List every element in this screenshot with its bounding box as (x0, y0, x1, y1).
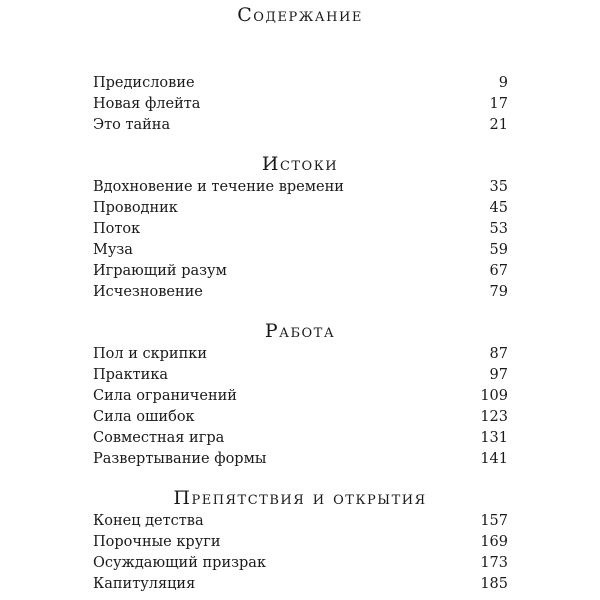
toc-entry[interactable] (93, 553, 508, 574)
toc-entry[interactable] (93, 407, 508, 428)
toc-entry-page: 157 (480, 513, 508, 529)
section-title: Работа (264, 320, 336, 342)
toc-entry[interactable] (93, 386, 508, 407)
toc-entry-page: 123 (480, 409, 508, 425)
toc-entry-page: 131 (480, 430, 508, 446)
toc-entry-label: Совместная игра (93, 430, 225, 446)
toc-entry[interactable] (93, 73, 508, 94)
toc-entry[interactable] (93, 449, 508, 470)
toc-entry-page: 9 (498, 75, 508, 91)
toc-entry[interactable] (93, 198, 508, 219)
toc-entry[interactable] (93, 261, 508, 282)
toc-entry[interactable] (93, 177, 508, 198)
toc-entry-page: 87 (489, 346, 508, 362)
toc-entry[interactable] (93, 344, 508, 365)
toc-entry-label: Осуждающий призрак (93, 555, 267, 571)
toc-entry[interactable] (93, 282, 508, 303)
toc-entry-label: Развертывание формы (93, 451, 267, 467)
toc-entry-label: Капитуляция (93, 576, 196, 592)
toc-entry-page: 79 (489, 284, 508, 300)
toc-entry-label: Сила ограничений (93, 388, 237, 404)
toc-entry[interactable] (93, 511, 508, 532)
toc-entry[interactable] (93, 240, 508, 261)
toc-entry-label: Новая флейта (93, 96, 201, 112)
page-title: Содержание (237, 4, 363, 26)
toc-entry-page: 141 (480, 451, 508, 467)
toc-entry-label: Предисловие (93, 75, 195, 91)
toc-entry-page: 185 (480, 576, 508, 592)
toc-entry[interactable] (93, 365, 508, 386)
toc-entry-label: Пол и скрипки (93, 346, 207, 362)
toc-entry-label: Практика (93, 367, 169, 383)
toc-entry-label: Это тайна (93, 117, 171, 133)
toc-entry[interactable] (93, 94, 508, 115)
toc-entry-label: Играющий разум (93, 263, 227, 279)
toc-entry[interactable] (93, 428, 508, 449)
toc-entry-page: 21 (489, 117, 508, 133)
toc-entry-page: 45 (489, 200, 508, 216)
section-title: Истоки (261, 153, 339, 175)
toc-entry-page: 173 (480, 555, 508, 571)
toc-entry-label: Исчезновение (93, 284, 203, 300)
toc-entry-label: Вдохновение и течение времени (93, 179, 344, 195)
toc-entry-page: 97 (489, 367, 508, 383)
toc-entry-label: Муза (93, 242, 133, 258)
section-title: Препятствия и открытия (173, 487, 427, 509)
toc-entry[interactable] (93, 532, 508, 553)
toc-entry-page: 169 (480, 534, 508, 550)
toc-entry-page: 53 (489, 221, 508, 237)
toc-entry-label: Проводник (93, 200, 178, 216)
toc-entry-page: 17 (489, 96, 508, 112)
toc-entry-label: Порочные круги (93, 534, 221, 550)
toc-entry[interactable] (93, 219, 508, 240)
toc-entry-page: 59 (489, 242, 508, 258)
toc-entry-page: 109 (480, 388, 508, 404)
toc-entry-label: Поток (93, 221, 141, 237)
toc-entry-page: 67 (489, 263, 508, 279)
toc-entry-page: 35 (489, 179, 508, 195)
toc-entry[interactable] (93, 574, 508, 595)
toc-entry-label: Сила ошибок (93, 409, 195, 425)
toc-entry-label: Конец детства (93, 513, 204, 529)
toc-entry[interactable] (93, 115, 508, 136)
